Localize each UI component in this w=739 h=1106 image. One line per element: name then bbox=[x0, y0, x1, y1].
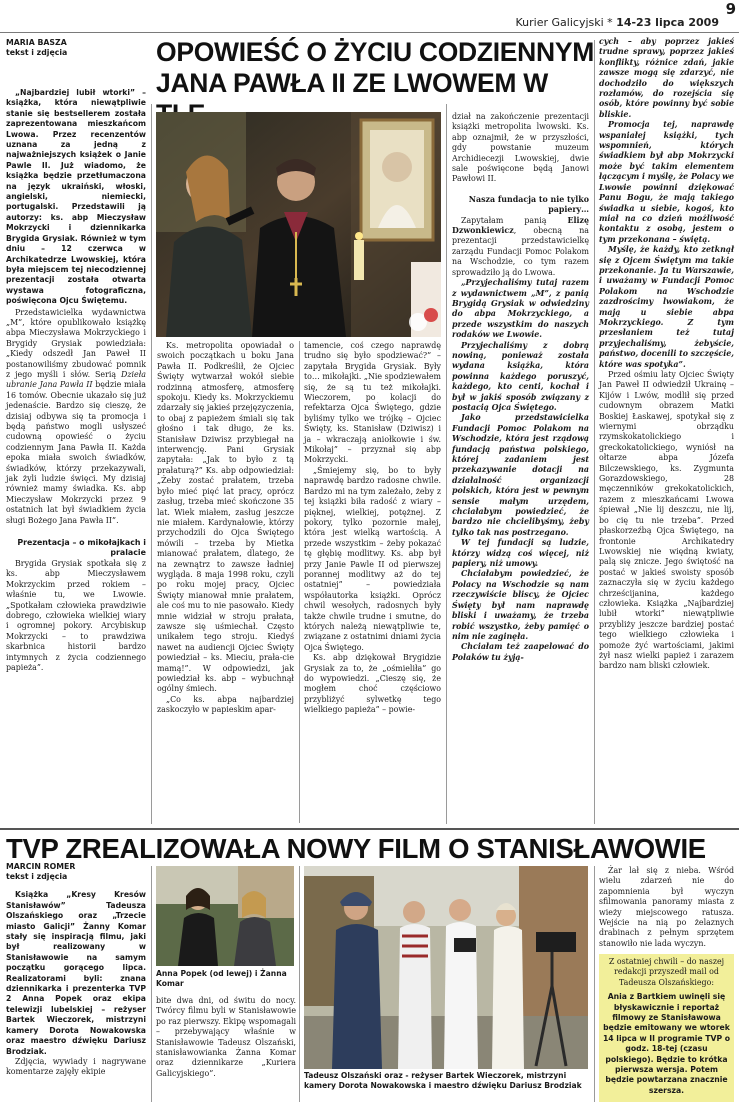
photo-caption: Tadeusz Olszański oraz - reżyser Bartek Wieczorek, mistrzyni kamery Dorota Nowakowska i maestro dźwięku Dariusz Brodziak bbox=[304, 1071, 582, 1090]
article1-author bbox=[6, 38, 146, 62]
article1-column1 bbox=[6, 88, 146, 823]
column-rule bbox=[151, 866, 152, 1102]
column-rule bbox=[594, 866, 595, 1102]
column-rule bbox=[151, 104, 152, 824]
quote-paragraph: Promocja tej, naprawdę wspaniałej książki, tych wspomnień, których świadkiem był abp Mokrzycki może być takim elementem łączącym i myślę, że Polacy we Lwowie powinni dziękować Panu Bogu, że mają takiego świadka u siebie, kogoś, kto miał na co dzień możliwość kontaktu z osobą, jestem o tym przekonana – świętą. bbox=[599, 120, 734, 244]
header-separator: * bbox=[607, 16, 613, 29]
article1-column3 bbox=[304, 341, 441, 823]
quote-paragraph: Chciałam też zaapelować do Polaków tu żyją- bbox=[452, 642, 589, 662]
paragraph: Żar lał się z nieba. Wśród wielu zdarzeń nie do zapomnienia był wyczyn sfilmowania panoramy miasta z wieży miejscowego ratusza. Wejście na nią po żelaznych drabinach z pełnym sprzętem stanowiło nie lada wyczyn. bbox=[599, 866, 734, 948]
article1-col1-text bbox=[6, 308, 146, 527]
paragraph: „Co ks. abpa najbardziej zaskoczyło w papieskim apar- bbox=[157, 694, 294, 715]
paragraph: Przed ośmiu laty Ojciec Święty Jan Paweł II odwiedził Ukrainę – Kijów i Lwów, modlił się przed cudownym obrazem Matki Boskiej Łaskawej, spotykał się z wiernymi obrządku rzymskokatolickiego i greckokatolickiego, wyniósł na ołtarze abpa Józefa Bilczewskiego, ks. Zygmunta Gorazdowskiego, 28 męczenników grekokatolickich, razem z mieszkańcami Lwowa śpiewał „Nie lij deszczu, nie lij, bo cię tu nie trzeba”. Przed płaskorzeźbą Ojca Świętego, na frontonie Archikatedry Lwowskiej nie więdną kwiaty, palą się znicze. Jego świętość na postać w jakieś swoisty sposób zaznaczyła się w życiu każdego chrześcijanina, każdego człowieka. Książka „Najbardziej lubił wtorki” niewątpliwie przybliży jeszcze bardziej postać tego wielkiego człowieka i pomoże żyć wartościami, jakimi żył nasz wielki papież i zarazem bardzo nam bliski człowiek. bbox=[599, 370, 734, 671]
publication-name: Kurier Galicyjski bbox=[515, 16, 604, 29]
news-box-intro: Z ostatniej chwili – do naszej redakcji przyszedł mail od Tadeusza Olszańskiego: bbox=[608, 957, 725, 987]
paragraph: bite dwa dni, od świtu do nocy. Twórcy filmu byli w Stanisławowie po raz pierwszy. Ekipę wspomagali – przebywający właśnie w Stanisławowie Tadeusz Olszański, stanisławowianka Żanna Komar oraz dziennikarze „Kuriera Galicyjskiego”. bbox=[156, 996, 296, 1078]
article1-title bbox=[156, 37, 596, 101]
author-name: MARIA BASZA bbox=[6, 38, 67, 47]
quote-paragraph: Myślę, że każdy, kto zetknął się z Ojcem Świętym ma takie przekonanie. Ja tu Warszawie, i uważamy w Fundacji Pomoc Polakom na Wschodzie zazdrościmy lwowiakom, że mają u siebie abpa Mokrzyckiego. Z tym przesłaniem też tutaj przyjechaliśmy, żebyście, państwo, docenili to szczęście, które was spotyka”. bbox=[599, 245, 734, 369]
header-rule bbox=[0, 32, 739, 33]
photo-caption: Anna Popek (od lewej) i Żanna Komar bbox=[156, 969, 287, 988]
article2-column1 bbox=[6, 862, 146, 1102]
quote-paragraph: Jako przedstawicielka Fundacji Pomoc Polakom na Wschodzie, która jest rządową fundacją państwa polskiego, której zadaniem jest przekazywanie dotacji na działalność organizacji polskich, która jest w pewnym sensie małym urzędem, chciałabym powiedzieć, że bardzo nie chcielibyśmy, żeby tylko tak nas postrzegano. bbox=[452, 413, 589, 537]
article1-title-line2: JANA PAWŁA II ZE LWOWEM W bbox=[156, 68, 548, 98]
paragraph: Przedstawicielka wydawnictwa „M”, które opublikowało książkę abpa Mieczysława Mokrzyckiego i Brygidy Grysiak powiedziała: „Kiedy odszedł Jan Paweł II postanowiliśmy zbudować pomnik z jego myśli i słów. Serią Dzieła ubranie Jana Pawła II będzie miała 16 tomów. Obecnie ukazało się już jedenaście. Bardzo się cieszę, że dzisiaj odbywa się ta promocja i będą państwo mogli usłyszeć cudowną opowieść o życiu codziennym Jana Pawła II. Każda epoka miała swoich świadków, świadków, którzy przekazywali, jak żyli ludzie święci. My dzisiaj również mamy świadka. Ks. abp Mieczysław Mokrzycki przez 9 ostatnich lat był świadkiem życia sługi Bożego Jana Pawła II”. bbox=[6, 307, 146, 525]
article1-column2 bbox=[157, 341, 294, 823]
article1-lead: „Najbardziej lubił wtorki” – książka, która niewątpliwie stanie się bestsellerem została zaprezentowana mieszkańcom Lwowa. Przez recenzentów uznana za jedną z najważniejszych książek o Janie Pawle II. Już wiadomo, że książka będzie przetłumaczona na język ukraiński, włoski, angielski, niemiecki, portugalski. Przedstawili ją autorzy: ks. abp Mieczysław Mokrzycki i dziennikarka Brygida Grysiak. Również w tym dniu – 12 czerwca w Archikatedrze Lwowskiej, która była miejscem tej niecodziennej prezentacji została otwarta wystawa fotograficzna, poświęcona Ojcu Świętemu. bbox=[6, 88, 146, 306]
paragraph: Brygida Grysiak spotkała się z ks. abp Mieczysławem Mokrzyckim przed rokiem – właśnie tu, we Lwowie. „Spotkałam człowieka prawdziwie dobrego, człowieka wielkiej wiary i ogromnej pokory. Arcybiskup Mokrzycki – to prawdziwa skarbnica historii bardzo intymnych z życia codziennego papieża”. bbox=[6, 558, 146, 672]
article1-column4 bbox=[452, 112, 589, 824]
paragraph: dział na zakończenie prezentacji książki metropolita lwowski. Ks. abp oznajmił, że w przyszłości, gdy powstanie muzeum Archidiecezji Lwowskiej, dwie sale poświęcone będą Janowi Pawłowi II. bbox=[452, 112, 589, 184]
article2-column2 bbox=[156, 996, 296, 1102]
page-number: 9 bbox=[725, 0, 736, 18]
quote-paragraph: cych – aby poprzez jakieś trudne sprawy, poprzez jakieś konflikty, różnice zdań, jakie zawsze mogą się zdarzyć, nie dochodziło do większych rozłamów, do rozejścia się osób, które powinny być sobie bliskie. bbox=[599, 37, 734, 119]
subheading: Prezentacja – o mikołajkach i pralacie bbox=[17, 538, 146, 558]
quote-paragraph: „Przyjechaliśmy tutaj razem z wydawnictwem „M”, z panią Brygidą Grysiak w odwiedziny do abpa Mokrzyckiego, a przede wszystkim do naszych rodaków we Lwowie. bbox=[452, 278, 589, 340]
paragraph: Ks. abp dziękował Brygidzie Grysiak za to, że „ośmieliła” go do wypowiedzi. „Cieszę się, że mogłem choć częściowo przybliżyć sylwetkę tego wielkiego papieża” – powie- bbox=[304, 653, 441, 715]
article-separator bbox=[0, 828, 739, 830]
quote-paragraph: Chciałabym powiedzieć, że Polacy na Wschodzie są nam rzeczywiście bliscy, że Ojciec Święty był nam naprawdę bliski i uważamy, że trzeba robić wszystko, żeby pamięć o nim nie zaginęła. bbox=[452, 569, 589, 641]
issue-dates: 14-23 lipca 2009 bbox=[616, 16, 719, 29]
quote-paragraph: Przyjechaliśmy z dobrą nowiną, ponieważ została wydana książka, która powinna każdego poruszyć, każdego, kto centi, kochał i był w jakiś sposób związany z postacią Ojca Świętego. bbox=[452, 340, 589, 412]
article2-lead: Książka „Kresy Kresów Stanisławów” Tadeusza Olszańskiego oraz „Trzecie miasto Galicji” Żanny Komar stały się inspiracją filmu, jaki był realizowany w Stanisławowie na samym początku gorącego lipca. Realizatorami byli: znana dziennikarka i prezenterka TVP 2 Anna Popek oraz ekipa telewizji lubelskiej – reżyser Bartek Wieczorek, mistrzyni kamery Dorota Nowakowska oraz maestro dźwięku Dariusz Brodziak. bbox=[6, 890, 146, 1056]
column-rule bbox=[594, 40, 595, 824]
photo-two-women bbox=[156, 866, 294, 966]
photo-archbishop-and-journalist bbox=[156, 112, 441, 337]
photo-film-crew bbox=[304, 866, 588, 1069]
quote-paragraph: W tej fundacji są ludzie, którzy widzą coś więcej, niż papiery, niż umowy. bbox=[452, 538, 589, 569]
article2-column4 bbox=[599, 866, 734, 952]
article1-title-line1: OPOWIEŚĆ O ŻYCIU CODZIENNYM bbox=[156, 37, 595, 67]
paragraph: „Śmiejemy się, bo to były naprawdę bardzo radosne chwile. Bardzo mi na tym zależało, żeby z tej książki biła radość z wiary – pięknej, wielkiej, potężnej. Z pokory, tylko pozornie małej, która jest wielką wartością. A przede wszystkim – żeby pokazać tę głębię modlitwy. Ks. abp był przy Janie Pawle II od pierwszej porannej modlitwy aż do tej ostatniej” – powiedziała współautorka książki. Oprócz chwil wesołych, radosnych były także chwile trudne i smutne, do których należą niewątpliwie te, związane z ostatnimi dniami życia Ojca Świętego. bbox=[304, 465, 441, 652]
column-rule bbox=[446, 104, 447, 824]
news-box bbox=[599, 954, 734, 1102]
author-name: MARCIN ROMER bbox=[6, 862, 76, 871]
article2-title: TVP ZREALIZOWAŁA NOWY FILM O STANISŁAWOWIE bbox=[6, 833, 706, 864]
event-photo bbox=[156, 112, 441, 337]
paragraph: Ks. metropolita opowiadał o swoich początkach u boku Jana Pawła II. Podkreślił, że Ojciec Święty wytwarzał wokół siebie rodzinną atmosferę, atmosferę spokoju. Kiedy ks. Mokrzyckiemu zdarzały się jakieś przejęzyczenia, to obaj z papieżem śmiali się tak głośno i tak długo, że ks. Stanisław Dziwisz przybiegał na interwencję. Pani Grysiak zapytała: „Jak to było z tą prałaturą?” Ks. abp odpowiedział: „Żeby zostać prałatem, trzeba było mieć pięć lat pracy, oprócz zasług, trzeba mieć skończone 35 lat. Wiek miałem, zasług jeszcze nie miałem. Kardynałowie, którzy przychodzili do Ojca Świętego mówili – trzeba by Mietka mianować prałatem, dlatego, że na zewnątrz to zawsze ładniej wygląda. 8 maja 1998 roku, czyli po roku mojej pracy, Ojciec Święty mianował mnie prałatem, ale coś mu to nie pasowało. Kiedy mnie widział w stroju prałata, zawsze się uśmiechał. Często unikałem tego stroju. Kiedyś nawet na audiencji Ojciec Święty powiedział – ks. Mieciu, prała-cie mamą!”. W odpowiedzi, jak powiedział ks. abp – wybuchnął ogólny śmiech. bbox=[157, 341, 294, 694]
author-credit: tekst i zdjęcia bbox=[6, 872, 68, 882]
paragraph: tamencie, coś czego naprawdę trudno się było spodziewać?” – zapytała Brygida Grysiak. Były to… mikołajki. „Nie spodziewałem się, że są tu też mikołajki. Wieczorem, po kolacji do refektarza Ojca Świętego, gdzie byliśmy tylko we trójkę – Ojciec Święty, ks. Stanisław (Dziwisz) i ja – wkraczają aniołkowie i św. Mikołaj” – przyznał się abp Mokrzycki. bbox=[304, 341, 442, 465]
author-credit: tekst i zdjęcia bbox=[6, 48, 68, 58]
news-box-message: Ania z Bartkiem uwinęli się błyskawicznie i reportaż filmowy ze Stanisławowa będzie emitowany we wtorek 14 lipca w II programie TVP o godz. 18-tej (czasu polskiego). Będzie to krótka pierwsza wersja. Potem będzie powtarzana znacznie szersza. bbox=[602, 992, 731, 1095]
column-rule bbox=[299, 866, 300, 1102]
column-rule bbox=[299, 341, 300, 823]
article1-column5 bbox=[599, 37, 734, 824]
subheading: Nasza fundacja to nie tylko papiery… bbox=[468, 194, 589, 215]
running-header bbox=[455, 16, 719, 30]
paragraph: Zapytałam panią Elizę Dzwonkiewicz, obecną na prezentacji przedstawicielkę zarządu Fundacji Pomoc Polakom na Wschodzie, co tym razem sprowadziło ją do Lwowa. bbox=[452, 215, 589, 277]
paragraph: Zdjęcia, wywiady i nagrywane komentarze zajęły ekipie bbox=[6, 1056, 146, 1077]
